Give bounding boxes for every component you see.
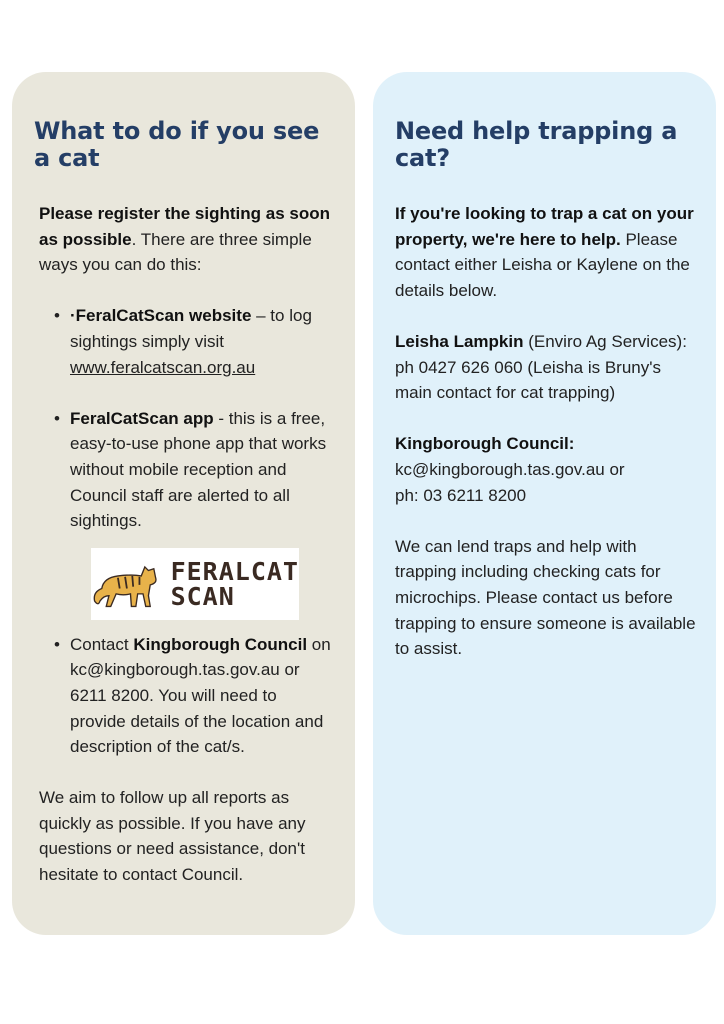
trapping-intro: If you're looking to trap a cat on your property, we're here to help. Please contact either Leisha or Kaylene on the details below. bbox=[395, 204, 694, 300]
list-item-app: • FeralCatScan app - this is a free, easy-to-use phone app that works without mobile reception and Council staff are alerted to all sightings. bbox=[34, 406, 333, 534]
contact-council: Kingborough Council: kc@kingborough.tas.gov.au or ph: 03 6211 8200 bbox=[395, 434, 625, 505]
list-item-council: • Contact Kingborough Council on kc@kingborough.tas.gov.au or 6211 8200. You will need to provide details of the location and description of the cat/s. bbox=[34, 632, 333, 760]
sighting-panel bbox=[12, 72, 355, 935]
sighting-intro: Please register the sighting as soon as possible. There are three simple ways you can do this: bbox=[39, 204, 330, 275]
sighting-title: What to do if you see a cat bbox=[34, 117, 320, 172]
trapping-panel bbox=[373, 72, 716, 935]
feralcatscan-logo: FERALCAT SCAN bbox=[91, 548, 299, 620]
sighting-closing: We aim to follow up all reports as quickly as possible. If you have any questions or need assistance, don't hesitate to contact Council. bbox=[39, 788, 306, 885]
trapping-title: Need help trapping a cat? bbox=[395, 117, 678, 172]
list-item-website: • ·FeralCatScan website – to log sightings simply visit www.feralcatscan.org.au bbox=[34, 303, 333, 380]
feralcatscan-link[interactable]: www.feralcatscan.org.au bbox=[70, 357, 256, 377]
report-methods-list bbox=[34, 303, 333, 533]
contact-leisha: Leisha Lampkin (Enviro Ag Services): ph 0427 626 060 (Leisha is Bruny's main contact for cat trapping) bbox=[395, 331, 687, 403]
trapping-closing: We can lend traps and help with trapping including checking cats for microchips. Please contact us before trapping to ensure someone is available to assist. bbox=[395, 536, 696, 659]
cat-icon bbox=[91, 553, 165, 615]
